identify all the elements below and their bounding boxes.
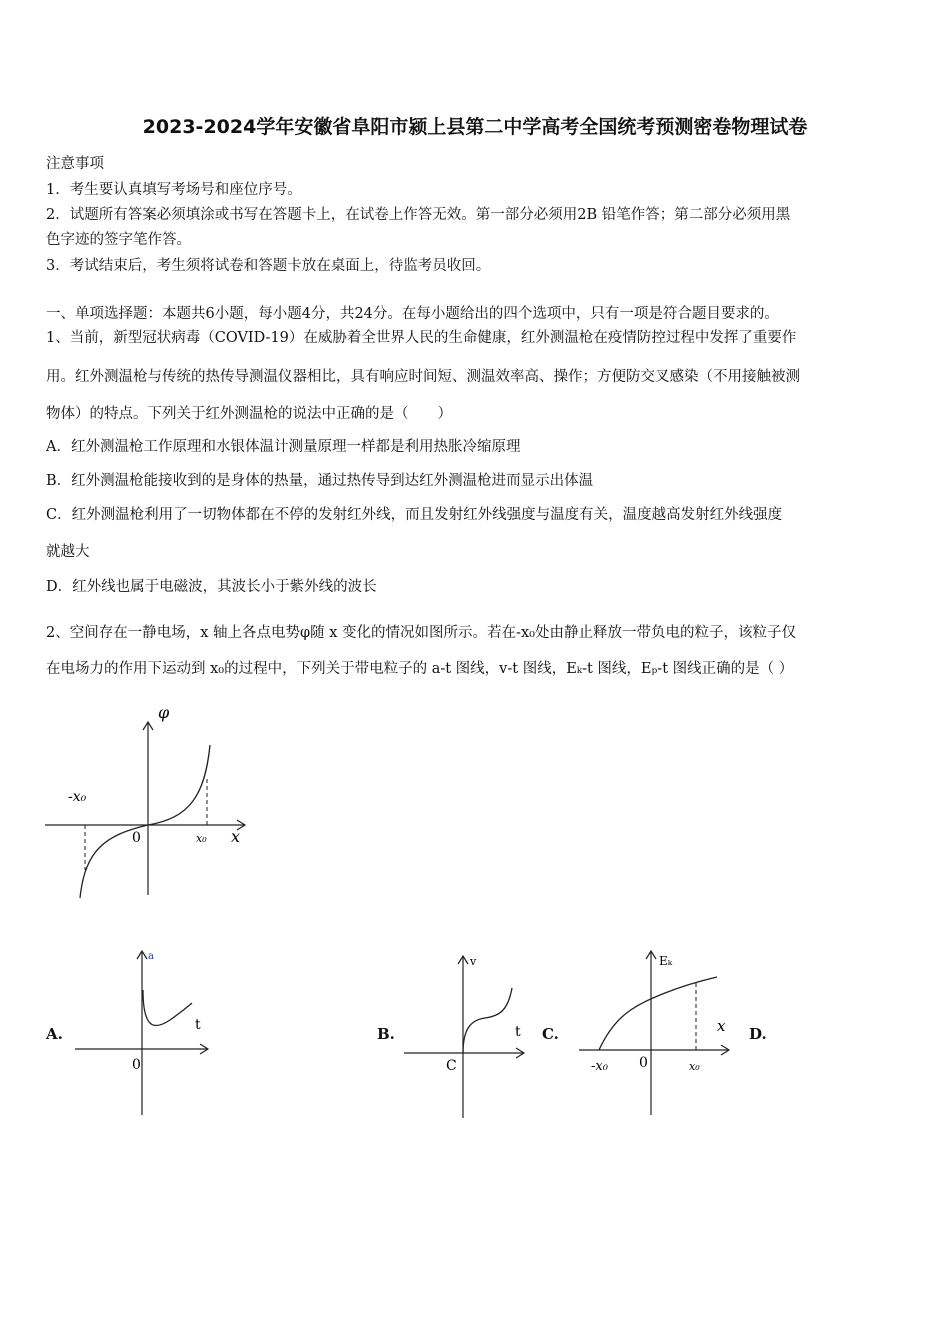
graph-b [400, 950, 530, 1120]
graph-b-y-label: v [470, 955, 477, 968]
q2-option-b-label: B. [377, 1025, 395, 1043]
graph-c-pos-x0: x₀ [689, 1060, 700, 1073]
graph-a-origin: 0 [132, 1057, 141, 1073]
section1-heading: 一、单项选择题：本题共6小题，每小题4分，共24分。在每小题给出的四个选项中，只有一项是符合题目要求的。 [46, 306, 779, 322]
page-title: 2023-2024学年安徽省阜阳市颍上县第二中学高考全国统考预测密卷物理试卷 [142, 116, 808, 138]
q1-option-d: D．红外线也属于电磁波，其波长小于紫外线的波长 [46, 579, 377, 595]
q1-option-c: C．红外测温枪利用了一切物体都在不停的发射红外线，而且发射红外线强度与温度有关，温度越高发射红外线强度 [46, 507, 783, 523]
notice-item-2-cont: 色字迹的签字笔作答。 [46, 232, 191, 248]
q1-text-line-2: 用。红外测温枪与传统的热传导测温仪器相比，具有响应时间短、测温效率高、操作；方便防交叉感染（不用接触被测 [46, 369, 800, 385]
neg-x0-label: -x₀ [68, 789, 87, 805]
graph-b-origin: C [446, 1058, 457, 1074]
graph-c-origin: 0 [639, 1055, 648, 1071]
graph-c [575, 945, 735, 1120]
q2-option-a-label: A. [46, 1025, 63, 1043]
q2-option-d-label: D. [749, 1025, 767, 1043]
q1-text-line-1: 1、当前，新型冠状病毒（COVID-19）在威胁着全世界人民的生命健康，红外测温枪在疫情防控过程中发挥了重要作 [46, 330, 797, 346]
q2-text-line-1: 2、空间存在一静电场，x 轴上各点电势φ随 x 变化的情况如图所示。若在-x₀处由静止释放一带负电的粒子，该粒子仅 [46, 625, 796, 641]
q1-option-a: A．红外测温枪工作原理和水银体温计测量原理一样都是利用热胀冷缩原理 [46, 439, 521, 455]
graph-c-x-label: x [717, 1017, 726, 1035]
graph-a [70, 945, 215, 1120]
q1-option-c-cont: 就越大 [46, 544, 90, 560]
pos-x0-label: x₀ [196, 832, 207, 845]
graph-a-y-label: a [148, 951, 154, 962]
notice-item-2: 2．试题所有答案必须填涂或书写在答题卡上，在试卷上作答无效。第一部分必须用2B 铅笔作答；第二部分必须用黑 [46, 207, 791, 223]
q1-option-b: B．红外测温枪能接收到的是身体的热量，通过热传导到达红外测温枪进而显示出体温 [46, 473, 594, 489]
phi-x-graph [40, 700, 260, 905]
origin-label: 0 [132, 830, 141, 846]
notice-item-3: 3．考试结束后，考生须将试卷和答题卡放在桌面上，待监考员收回。 [46, 258, 491, 274]
notice-heading: 注意事项 [46, 156, 104, 172]
q2-option-c-label: C. [542, 1025, 559, 1043]
q2-text-line-2: 在电场力的作用下运动到 x₀的过程中，下列关于带电粒子的 a-t 图线，v-t 图线，Eₖ-t 图线，Eₚ-t 图线正确的是（ ） [46, 661, 794, 677]
graph-b-x-label: t [515, 1024, 521, 1040]
graph-a-x-label: t [195, 1017, 201, 1033]
x-axis-label: x [231, 827, 241, 846]
notice-item-1: 1．考生要认真填写考场号和座位序号。 [46, 182, 302, 198]
q1-text-line-3: 物体）的特点。下列关于红外测温枪的说法中正确的是（ ） [46, 406, 452, 422]
phi-axis-label: φ [158, 703, 170, 722]
graph-c-neg-x0: -x₀ [591, 1059, 608, 1074]
graph-c-y-label: Eₖ [659, 954, 673, 968]
